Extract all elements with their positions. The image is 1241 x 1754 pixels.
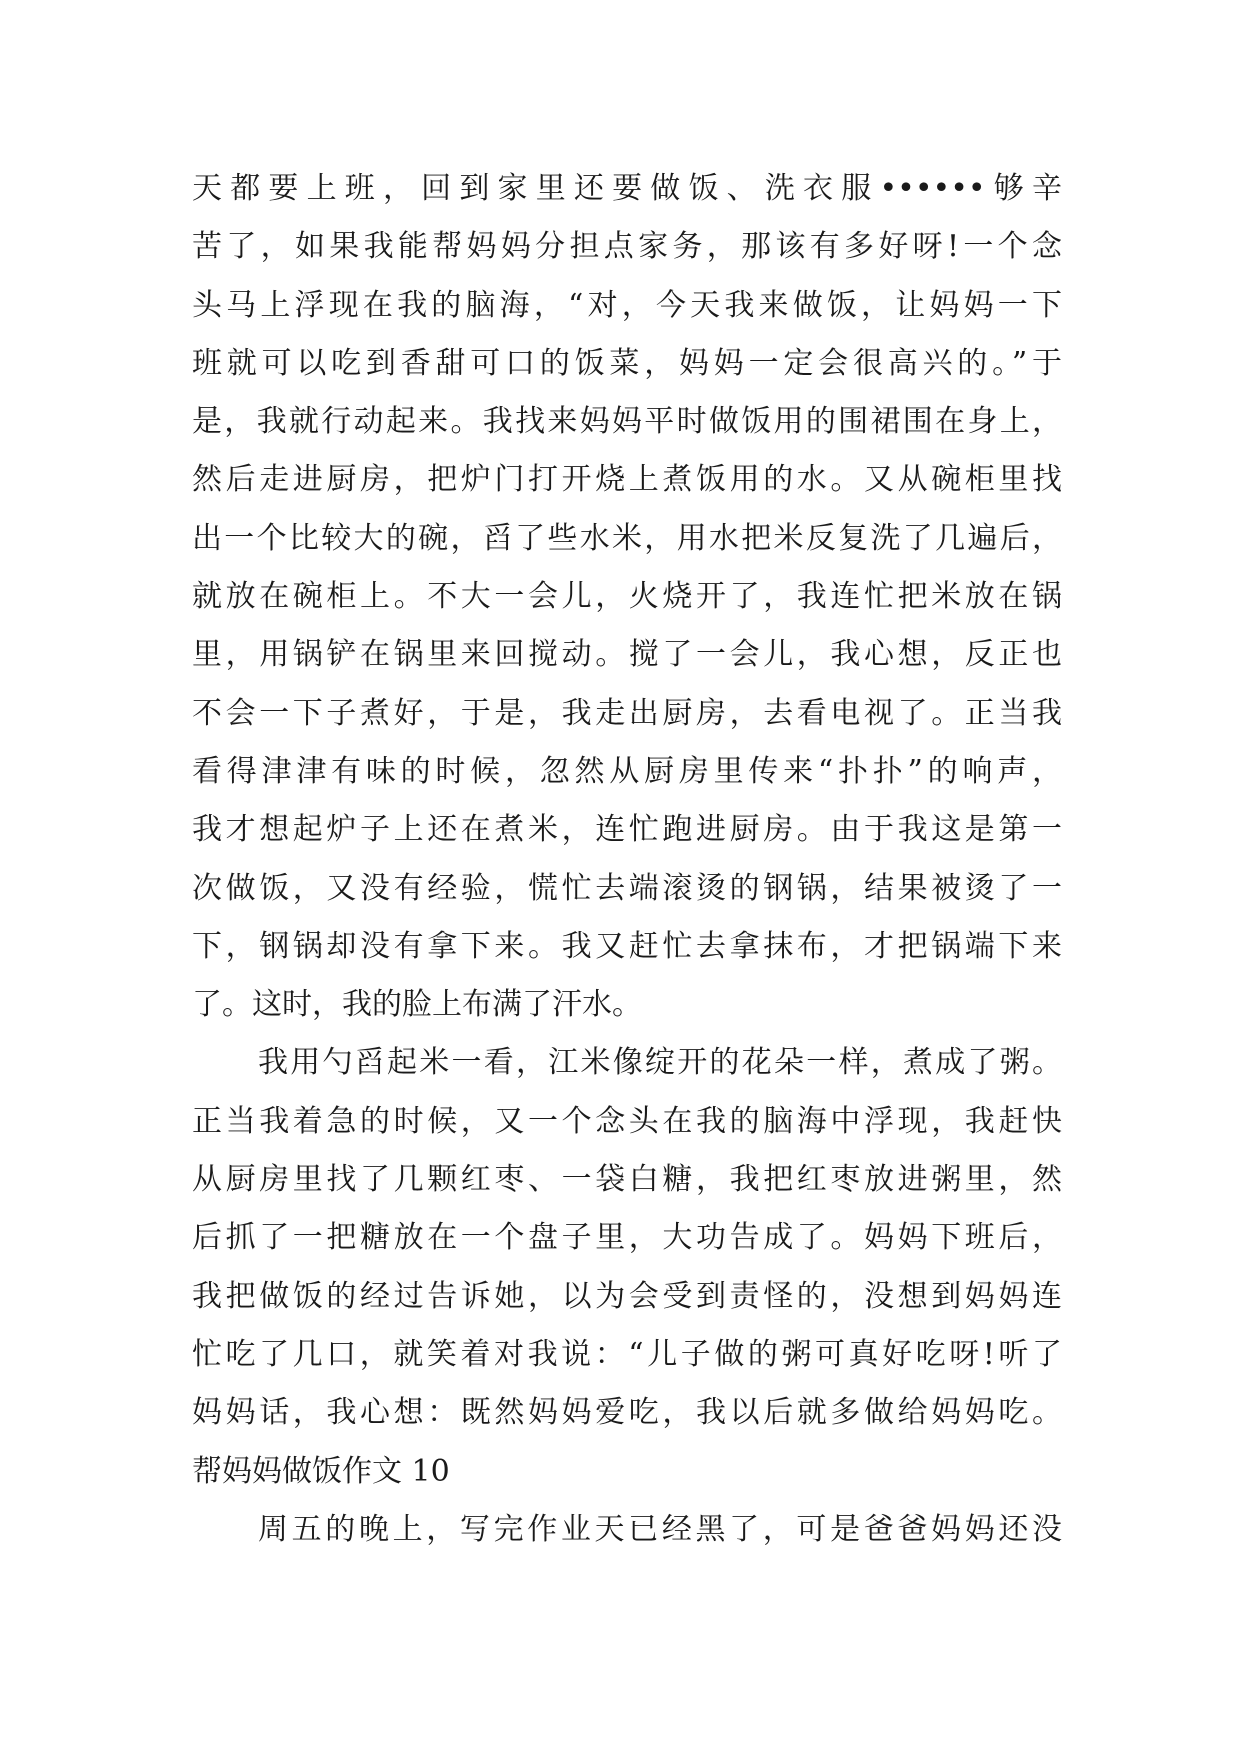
text-line: 里，用锅铲在锅里来回搅动。搅了一会儿，我心想，反正也 — [192, 637, 1062, 673]
text-line: 天都要上班，回到家里还要做饭、洗衣服••••••够辛 — [192, 171, 1062, 206]
text-line: 班就可以吃到香甜可口的饭菜，妈妈一定会很高兴的。”于 — [192, 345, 1062, 381]
text-line: 后抓了一把糖放在一个盘子里，大功告成了。妈妈下班后， — [192, 1220, 1062, 1256]
text-line: 是，我就行动起来。我找来妈妈平时做饭用的围裙围在身上， — [192, 404, 1062, 440]
text-line: 不会一下子煮好，于是，我走出厨房，去看电视了。正当我 — [192, 695, 1062, 731]
text-line: 妈妈话，我心想：既然妈妈爱吃，我以后就多做给妈妈吃。 — [192, 1395, 1062, 1431]
text-line: 就放在碗柜上。不大一会儿，火烧开了，我连忙把米放在锅 — [192, 579, 1062, 615]
body-text — [192, 160, 1062, 1559]
text-line: 正当我着急的时候，又一个念头在我的脑海中浮现，我赶快 — [192, 1103, 1062, 1139]
text-line: 了。这时，我的脸上布满了汗水。 — [192, 987, 642, 1023]
section-heading: 帮妈妈做饭作文 10 — [192, 1453, 450, 1489]
text-line: 然后走进厨房，把炉门打开烧上煮饭用的水。又从碗柜里找 — [192, 462, 1062, 498]
text-line: 头马上浮现在我的脑海，“对，今天我来做饭，让妈妈一下 — [192, 287, 1062, 323]
text-line: 看得津津有味的时候，忽然从厨房里传来“扑扑”的响声， — [192, 753, 1062, 789]
text-line: 出一个比较大的碗，舀了些水米，用水把米反复洗了几遍后， — [192, 520, 1062, 556]
text-line: 下，钢锅却没有拿下来。我又赶忙去拿抹布，才把锅端下来 — [192, 928, 1062, 964]
text-line: 次做饭，又没有经验，慌忙去端滚烫的钢锅，结果被烫了一 — [192, 870, 1062, 906]
text-line: 忙吃了几口，就笑着对我说：“儿子做的粥可真好吃呀!听了 — [192, 1336, 1062, 1372]
text-line: 我才想起炉子上还在煮米，连忙跑进厨房。由于我这是第一 — [192, 812, 1062, 848]
text-line: 从厨房里找了几颗红枣、一袋白糖，我把红枣放进粥里，然 — [192, 1162, 1062, 1198]
text-line: 我把做饭的经过告诉她，以为会受到责怪的，没想到妈妈连 — [192, 1278, 1062, 1314]
text-line: 苦了，如果我能帮妈妈分担点家务，那该有多好呀!一个念 — [192, 229, 1062, 265]
text-line: 我用勺舀起米一看，江米像绽开的花朵一样，煮成了粥。 — [258, 1045, 1062, 1081]
text-line: 周五的晚上，写完作业天已经黑了，可是爸爸妈妈还没 — [258, 1511, 1062, 1547]
